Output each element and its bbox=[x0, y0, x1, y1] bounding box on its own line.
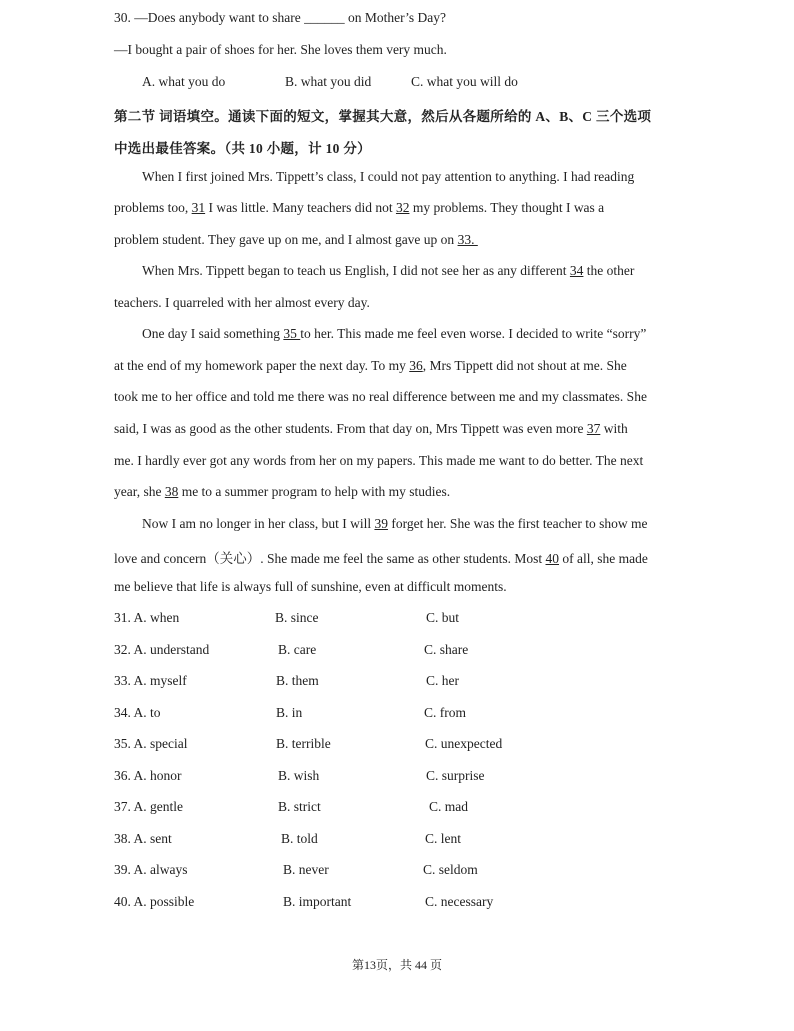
passage-p4-line3: me believe that life is always full of sunshine, even at difficult moments. bbox=[114, 579, 507, 594]
passage-p1-line1: When I first joined Mrs. Tippett’s class, I could not pay attention to anything. I had reading bbox=[142, 169, 635, 184]
q30-reply: —I bought a pair of shoes for her. She loves them very much. bbox=[114, 42, 447, 57]
choice-37-b: B. strict bbox=[278, 799, 321, 814]
blank-35: 35 bbox=[283, 326, 301, 341]
blank-39: 39 bbox=[374, 516, 388, 531]
q30-option-a: A. what you do bbox=[142, 74, 226, 89]
passage-p3-line6: year, she 38 me to a summer program to help with my studies. bbox=[114, 484, 451, 499]
choice-40-b: B. important bbox=[283, 894, 352, 909]
q30-option-c: C. what you will do bbox=[411, 74, 518, 89]
choice-38-b: B. told bbox=[281, 831, 318, 846]
blank-36: 36 bbox=[409, 358, 423, 373]
choice-33-b: B. them bbox=[276, 673, 319, 688]
passage-p3-line3: took me to her office and told me there was no real difference between me and my classmates. She bbox=[114, 389, 647, 404]
choice-40-a: 40. A. possible bbox=[114, 894, 195, 909]
choice-36-a: 36. A. honor bbox=[114, 768, 182, 783]
choice-37-a: 37. A. gentle bbox=[114, 799, 183, 814]
passage-p2-line1: When Mrs. Tippett began to teach us English, I did not see her as any different 34 the other bbox=[142, 263, 635, 278]
choice-39-a: 39. A. always bbox=[114, 862, 188, 877]
passage-p4-line1: Now I am no longer in her class, but I will 39 forget her. She was the first teacher to show me bbox=[142, 516, 648, 531]
q30-question: 30. —Does anybody want to share ______ on Mother’s Day? bbox=[114, 10, 446, 25]
choice-31-c: C. but bbox=[426, 610, 460, 625]
passage-p4-line2: love and concern（关心）. She made me feel the same as other students. Most 40 of all, she made bbox=[114, 551, 648, 566]
choice-33-c: C. her bbox=[426, 673, 459, 688]
choice-32-b: B. care bbox=[278, 642, 317, 657]
choice-38-a: 38. A. sent bbox=[114, 831, 172, 846]
passage-p3-line1: One day I said something 35 to her. This made me feel even worse. I decided to write “sorry” bbox=[142, 326, 647, 341]
passage-p1-line2: problems too, 31 I was little. Many teachers did not 32 my problems. They thought I was a bbox=[114, 200, 605, 215]
blank-32: 32 bbox=[395, 200, 410, 215]
choice-35-c: C. unexpected bbox=[425, 736, 503, 751]
passage-p2-line2: teachers. I quarreled with her almost every day. bbox=[114, 295, 370, 310]
blank-33: 33. bbox=[457, 232, 478, 247]
passage-p3-line5: me. I hardly ever got any words from her on my papers. This made me want to do better. The next bbox=[114, 453, 644, 468]
blank-40: 40 bbox=[545, 551, 560, 566]
choice-38-c: C. lent bbox=[425, 831, 461, 846]
choice-34-b: B. in bbox=[276, 705, 303, 720]
choice-34-a: 34. A. to bbox=[114, 705, 161, 720]
choice-35-a: 35. A. special bbox=[114, 736, 188, 751]
choice-36-b: B. wish bbox=[278, 768, 320, 783]
blank-38: 38 bbox=[164, 484, 179, 499]
choice-32-c: C. share bbox=[424, 642, 469, 657]
choice-39-c: C. seldom bbox=[423, 862, 478, 877]
choice-35-b: B. terrible bbox=[276, 736, 331, 751]
choice-40-c: C. necessary bbox=[425, 894, 494, 909]
choice-33-a: 33. A. myself bbox=[114, 673, 187, 688]
choice-37-c: C. mad bbox=[429, 799, 468, 814]
section-heading-line1: 第二节 词语填空。通读下面的短文，掌握其大意，然后从各题所给的 A、B、C 三个选项 bbox=[114, 109, 652, 124]
choice-34-c: C. from bbox=[424, 705, 466, 720]
page-footer: 第13页，共 44 页 bbox=[351, 958, 442, 972]
passage-p3-line4: said, I was as good as the other students. From that day on, Mrs Tippett was even more 37 with bbox=[114, 421, 628, 436]
passage-p3-line2: at the end of my homework paper the next day. To my 36, Mrs Tippett did not shout at me. She bbox=[114, 358, 627, 373]
choice-36-c: C. surprise bbox=[426, 768, 485, 783]
choice-32-a: 32. A. understand bbox=[114, 642, 210, 657]
blank-37: 37 bbox=[586, 421, 601, 436]
q30-option-b: B. what you did bbox=[285, 74, 372, 89]
choice-39-b: B. never bbox=[283, 862, 329, 877]
passage-p1-line3: problem student. They gave up on me, and I almost gave up on 33. bbox=[114, 232, 478, 247]
blank-34: 34 bbox=[569, 263, 584, 278]
blank-31: 31 bbox=[191, 200, 206, 215]
choice-31-b: B. since bbox=[275, 610, 319, 625]
section-heading-line2: 中选出最佳答案。（共 10 小题，计 10 分） bbox=[114, 141, 371, 156]
choice-31-a: 31. A. when bbox=[114, 610, 180, 625]
